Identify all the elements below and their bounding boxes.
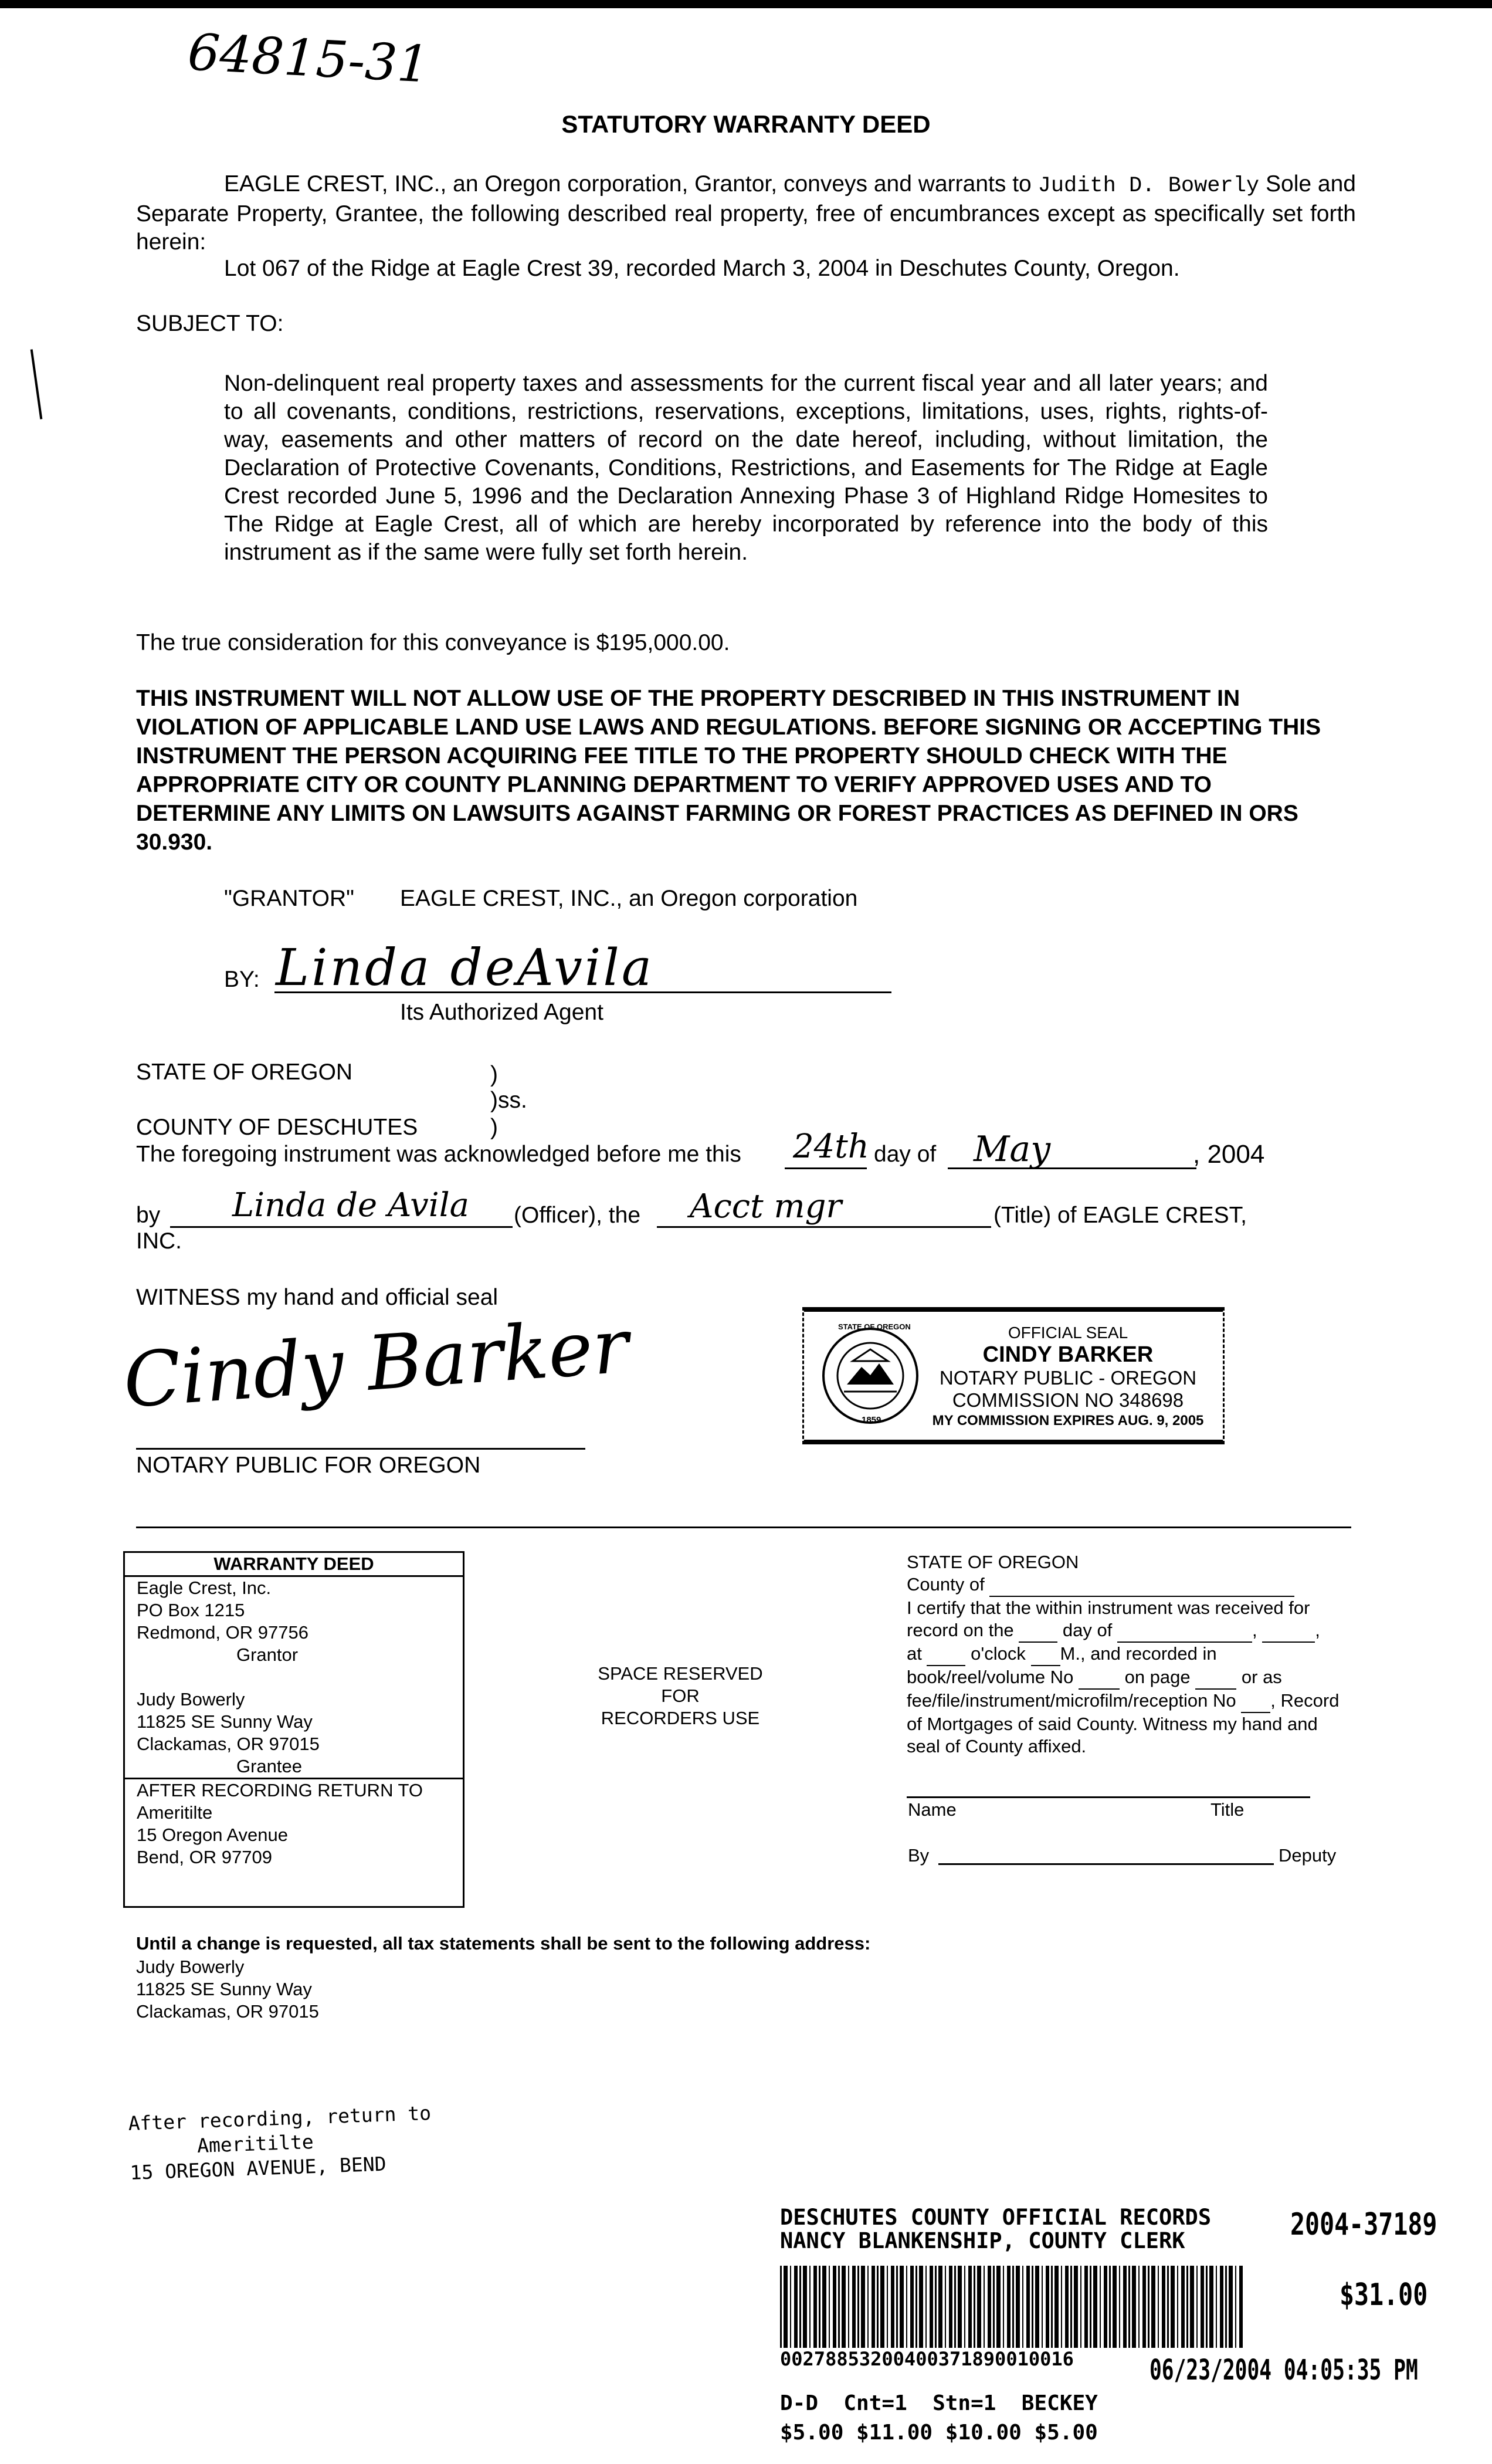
seal-commission-no: COMMISSION NO 348698	[952, 1389, 1184, 1411]
box-return-line-3: Bend, OR 97709	[137, 1847, 272, 1867]
box-grantee-line-1: Judy Bowerly	[137, 1689, 245, 1710]
land-use-warning: THIS INSTRUMENT WILL NOT ALLOW USE OF THE PROPERTY DESCRIBED IN THIS INSTRUMENT IN VIOLATION OF APPLICABLE LAND USE LAWS AND REGULATIONS. BEFORE SIGNING OR ACCEPTING THIS INSTRUMENT THE PERSON ACQUIRING FEE TITLE TO THE PROPERTY SHOULD CHECK WITH THE APPROPRIATE CITY OR COUNTY PLANNING DEPARTMENT TO VERIFY APPROVED USES AND TO DETERMINE ANY LIMITS ON LAWSUITS AGAINST FARMING OR FOREST PRACTICES AS DEFINED IN ORS 30.930.	[136, 686, 1321, 855]
recorder-title-label: Title	[1210, 1799, 1245, 1820]
recorder-line-2: record on the day of , ,	[907, 1619, 1388, 1643]
space-reserved-label	[563, 1663, 798, 1729]
return-stamp-line-3: 15 OREGON AVENUE, BEND	[129, 2152, 387, 2184]
return-stamp-line-2: Ameritilte	[196, 2130, 314, 2157]
seal-notary-name: CINDY BARKER	[982, 1342, 1154, 1367]
ack-by: by	[136, 1203, 161, 1228]
ack-day-handwritten: 24th	[793, 1128, 869, 1166]
box-return-line-1: Ameritilte	[137, 1802, 213, 1823]
ack-month-line	[948, 1167, 1196, 1169]
ack-title-label: (Title) of EAGLE CREST,	[993, 1203, 1247, 1228]
file-number-handwritten: 64815-31	[186, 23, 431, 94]
grantor-signature: Linda deAvila	[276, 939, 655, 997]
ack-day-line	[785, 1167, 867, 1169]
notary-signature-line	[136, 1448, 585, 1450]
tax-statement-heading: Until a change is requested, all tax statements shall be sent to the following address:	[136, 1933, 871, 1954]
recorder-by-label: By	[908, 1845, 930, 1866]
ack-year: , 2004	[1193, 1140, 1265, 1169]
space-reserved-line-3: RECORDERS USE	[601, 1708, 760, 1728]
grantor-name: EAGLE CREST, INC., an Oregon corporation	[400, 886, 858, 911]
recorder-line-4: book/reel/volume No on page or as	[907, 1666, 1388, 1690]
space-reserved-line-1: SPACE RESERVED	[598, 1663, 763, 1684]
ack-officer-line	[170, 1226, 513, 1228]
recording-codes: D-D Cnt=1 Stn=1 BECKEY	[780, 2391, 1098, 2415]
tax-address-line-1: Judy Bowerly	[136, 1957, 245, 1977]
barcode-number: 00278853200400371890010016	[780, 2348, 1074, 2370]
box-grantee-line-3: Clackamas, OR 97015	[137, 1734, 320, 1754]
space-reserved-line-2: FOR	[661, 1685, 700, 1706]
intro-part2: Sole and Separate Property, Grantee, the following described real property, free of encumbrances except as specifically set forth herein:	[136, 171, 1356, 255]
official-seal-stamp	[802, 1307, 1225, 1444]
recorder-line-7: seal of County affixed.	[907, 1736, 1087, 1756]
recorder-name-line	[907, 1796, 1310, 1798]
notary-state: STATE OF OREGON	[136, 1060, 353, 1085]
ack-officer-label: (Officer), the	[514, 1203, 641, 1228]
warranty-deed-box	[123, 1551, 464, 1908]
intro-paragraph	[136, 170, 1356, 256]
acknowledgment-text: The foregoing instrument was acknowledged before me this	[136, 1142, 741, 1167]
ack-month-handwritten: May	[974, 1129, 1051, 1170]
box-header: WARRANTY DEED	[125, 1553, 463, 1577]
intro-part1: EAGLE CREST, INC., an Oregon corporation, Grantor, conveys and warrants to	[224, 171, 1038, 197]
recorder-certificate	[907, 1551, 1388, 1758]
box-grantee-line-2: 11825 SE Sunny Way	[137, 1711, 313, 1732]
county-record-doc-no: 2004-37189	[1290, 2207, 1437, 2242]
tax-address-line-2: 11825 SE Sunny Way	[136, 1979, 312, 1999]
recorder-name-label: Name	[908, 1799, 957, 1820]
recording-datetime: 06/23/2004 04:05:35 PM	[1149, 2354, 1418, 2387]
notary-signature: Cindy Barker	[120, 1302, 632, 1425]
recorder-line-3: at o'clock M., and recorded in	[907, 1643, 1388, 1666]
section-divider	[136, 1527, 1351, 1528]
box-return-line-2: 15 Oregon Avenue	[137, 1825, 288, 1845]
ack-day-of: day of	[874, 1142, 937, 1167]
county-record-line-2: NANCY BLANKENSHIP, COUNTY CLERK	[780, 2228, 1185, 2253]
seal-notary-public: NOTARY PUBLIC - OREGON	[939, 1367, 1197, 1389]
witness-text: WITNESS my hand and official seal	[136, 1285, 499, 1310]
ack-inc: INC.	[136, 1228, 182, 1254]
subject-to-text: Non-delinquent real property taxes and assessments for the current fiscal year and all later years; and to all covenants, conditions, restrictions, reservations, exceptions, limitations, uses, rights, rights-of-way, easements and other matters of record on the date hereof, including, without limitation, the Declaration of Protective Covenants, Conditions, Restrictions, and Easements for The Ridge at Eagle Crest recorded June 5, 1996 and the Declaration Annexing Phase 3 of Highland Ridge Homesites to The Ridge at Eagle Crest, all of which are hereby incorporated by reference into the body of this instrument as if the same were fully set forth herein.	[224, 371, 1268, 565]
scan-top-border	[0, 0, 1492, 8]
legal-description: Lot 067 of the Ridge at Eagle Crest 39, recorded March 3, 2004 in Deschutes County, Oregon.	[224, 256, 1180, 281]
seal-ring-text: STATE OF OREGON	[838, 1322, 911, 1331]
margin-mark	[30, 349, 43, 419]
oregon-state-seal-icon	[820, 1326, 920, 1426]
seal-title: OFFICIAL SEAL	[1008, 1324, 1128, 1342]
return-stamp-line-1: After recording, return to	[127, 2101, 432, 2135]
county-record-fee: $31.00	[1340, 2277, 1428, 2313]
ack-title-line	[657, 1226, 991, 1228]
notary-ss: )ss.	[490, 1088, 527, 1113]
recorder-by-line	[938, 1863, 1274, 1865]
box-return-header: AFTER RECORDING RETURN TO	[137, 1780, 423, 1800]
recorder-line-1: I certify that the within instrument was received for	[907, 1597, 1310, 1618]
county-record-line-1: DESCHUTES COUNTY OFFICIAL RECORDS	[780, 2205, 1212, 2230]
notary-public-label: NOTARY PUBLIC FOR OREGON	[136, 1453, 481, 1478]
notary-paren-1: )	[490, 1062, 498, 1087]
grantor-agent-label: Its Authorized Agent	[400, 1000, 603, 1025]
recorder-county: County of	[907, 1573, 1388, 1597]
notary-paren-3: )	[490, 1115, 498, 1140]
recorder-line-5: fee/file/instrument/microfilm/reception No , Record	[907, 1690, 1388, 1713]
ack-officer-handwritten: Linda de Avila	[232, 1186, 470, 1224]
seal-ring-year: 1859	[862, 1415, 881, 1425]
consideration-text: The true consideration for this conveyance is $195,000.00.	[136, 630, 730, 655]
box-grantor-line-1: Eagle Crest, Inc.	[137, 1578, 272, 1598]
recorder-state: STATE OF OREGON	[907, 1552, 1079, 1572]
tax-address-line-3: Clackamas, OR 97015	[136, 2001, 319, 2022]
ack-title-handwritten: Acct mgr	[690, 1187, 842, 1226]
box-grantee-label: Grantee	[236, 1756, 303, 1776]
grantor-label: "GRANTOR"	[224, 886, 354, 911]
box-grantor-line-3: Redmond, OR 97756	[137, 1622, 308, 1643]
tax-address	[136, 1956, 319, 2023]
recorder-deputy-label: Deputy	[1279, 1845, 1337, 1866]
return-rubber-stamp	[128, 2101, 433, 2185]
subject-to-heading: SUBJECT TO:	[136, 311, 284, 336]
recorder-line-6: of Mortgages of said County. Witness my hand and	[907, 1714, 1318, 1734]
recording-barcode	[780, 2266, 1243, 2348]
grantee-typed-name: Judith D. Bowerly	[1037, 174, 1260, 198]
grantor-signature-line	[274, 991, 891, 993]
document-title: STATUTORY WARRANTY DEED	[561, 110, 931, 138]
box-grantor-line-2: PO Box 1215	[137, 1600, 245, 1620]
grantor-by-label: BY:	[224, 967, 260, 992]
notary-county: COUNTY OF DESCHUTES	[136, 1115, 418, 1140]
recording-fees: $5.00 $11.00 $10.00 $5.00	[780, 2421, 1098, 2445]
seal-commission-expires: MY COMMISSION EXPIRES AUG. 9, 2005	[932, 1413, 1204, 1429]
box-grantor-label: Grantor	[236, 1644, 299, 1665]
